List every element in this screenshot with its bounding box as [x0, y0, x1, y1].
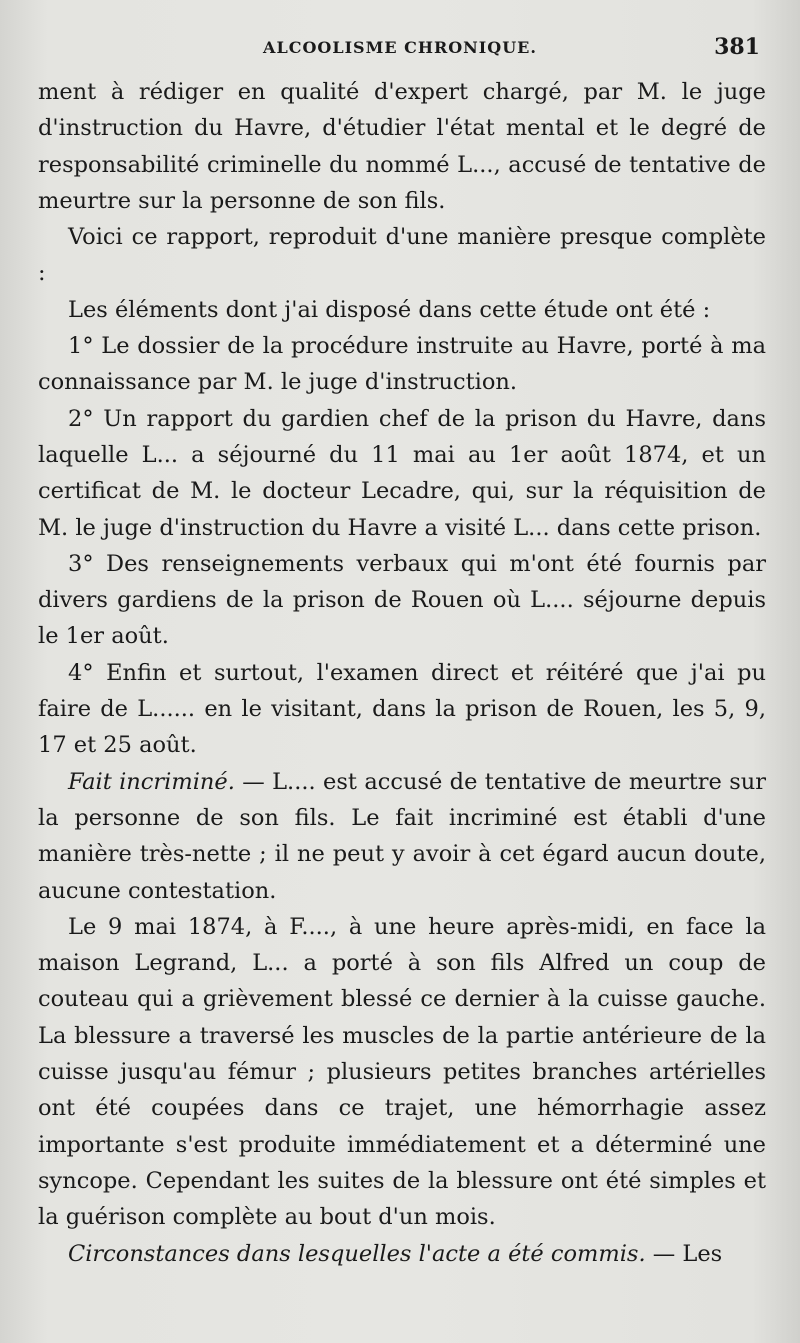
running-head — [40, 34, 760, 66]
running-title: ALCOOLISME CHRONIQUE. — [263, 38, 537, 57]
paragraph — [38, 292, 766, 328]
paragraph — [38, 1236, 766, 1272]
paragraph — [38, 764, 766, 909]
paragraph — [38, 74, 766, 219]
paragraph-text: — L.... est accusé de tentative de meurtre sur la personne de son fils. Le fait incriminé est établi d'une manière très-nette ; il ne peut y avoir à cet égard aucun doute, aucune contestation. — [38, 768, 766, 904]
paragraph-text: Les éléments dont j'ai disposé dans cette étude ont été : — [68, 296, 711, 323]
body-text — [38, 74, 766, 1272]
section-heading: Circonstances dans lesquelles l'acte a été commis. — [68, 1240, 646, 1267]
page-number: 381 — [714, 34, 760, 60]
list-item — [38, 655, 766, 764]
paragraph-text: Voici ce rapport, reproduit d'une manière presque complète : — [38, 224, 766, 287]
paragraph-text: 4° Enfin et surtout, l'examen direct et réitéré que j'ai pu faire de L...... en le visitant, dans la prison de Rouen, les 5, 9, 17 et 25 août. — [38, 659, 766, 759]
list-item — [38, 546, 766, 655]
section-heading: Fait incriminé. — [68, 768, 235, 795]
paragraph — [38, 909, 766, 1236]
list-item — [38, 401, 766, 546]
paragraph — [38, 219, 766, 292]
paragraph-text: Le 9 mai 1874, à F...., à une heure après-midi, en face la maison Legrand, L... a porté à son fils Alfred un coup de couteau qui a grièvement blessé ce dernier à la cuisse gauche. La blessure a traversé les muscles de la partie antérieure de la cuisse jusqu'au fémur ; plusieurs petites branches artérielles ont été coupées dans ce trajet, une hémorrhagie assez importante s'est produite immédiatement et a déterminé une syncope. Cependant les suites de la blessure ont été simples et la guérison complète au bout d'un mois. — [38, 913, 766, 1231]
paragraph-text: 3° Des renseignements verbaux qui m'ont été fournis par divers gardiens de la prison de Rouen où L.... séjourne depuis le 1er août. — [38, 550, 766, 650]
list-item — [38, 328, 766, 401]
paragraph-text: 2° Un rapport du gardien chef de la prison du Havre, dans laquelle L... a séjourné du 11 mai au 1er août 1874, et un certificat de M. le docteur Lecadre, qui, sur la réquisition de M. le juge d'instruction du Havre a visité L... dans cette prison. — [38, 405, 766, 541]
paragraph-text: ment à rédiger en qualité d'expert chargé, par M. le juge d'instruction du Havre, d'étudier l'état mental et le degré de responsabilité criminelle du nommé L..., accusé de tentative de meurtre sur la personne de son fils. — [38, 79, 766, 214]
paragraph-text: 1° Le dossier de la procédure instruite au Havre, porté à ma connaissance par M. le juge d'instruction. — [38, 333, 766, 396]
paragraph-text: — Les — [645, 1240, 723, 1267]
